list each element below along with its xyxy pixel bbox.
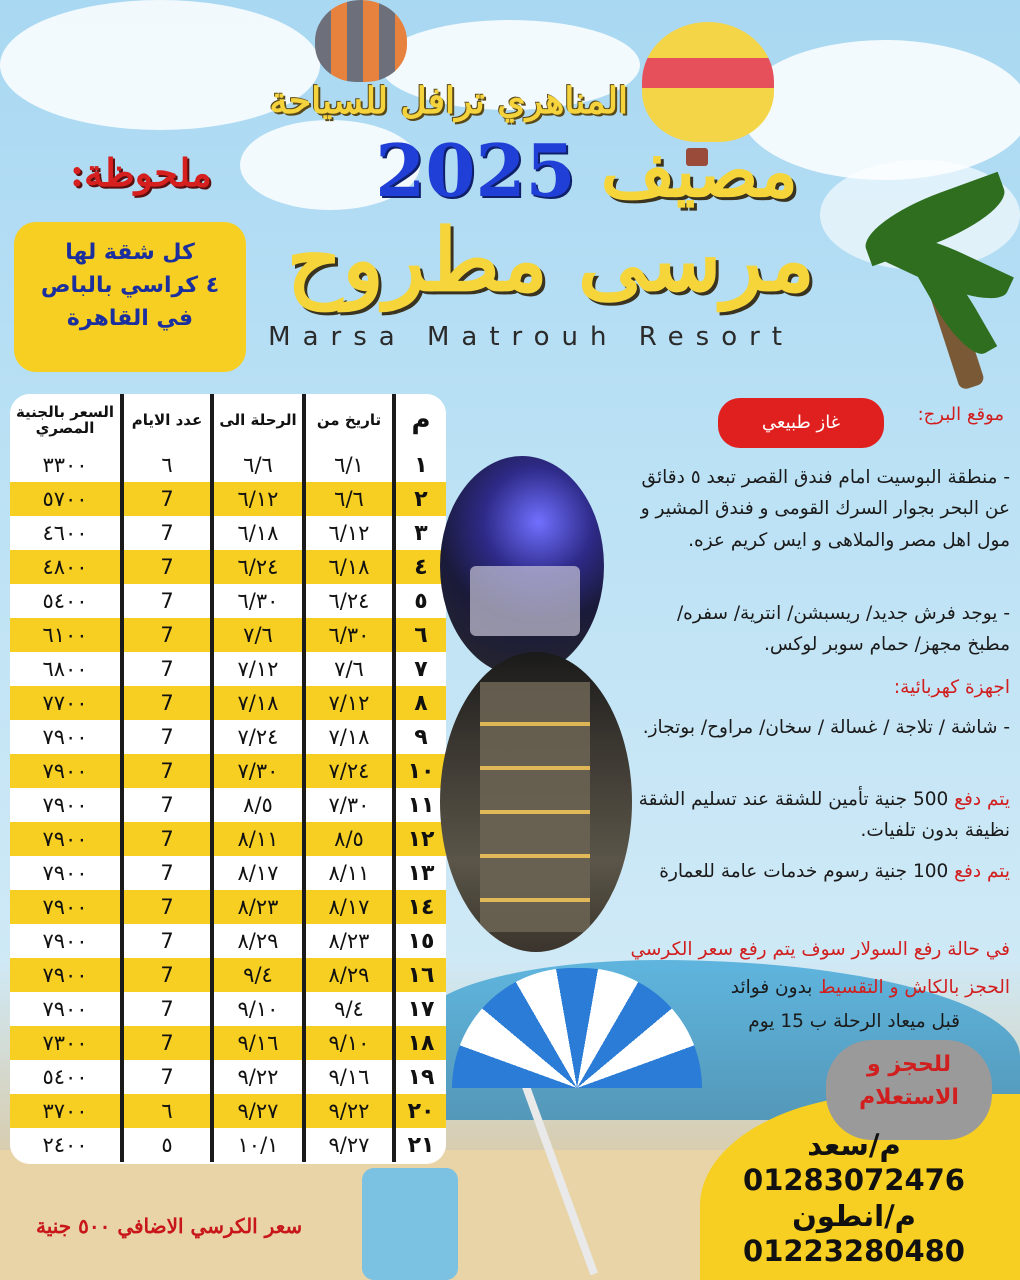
row-to: ٧/٣٠ bbox=[212, 754, 304, 788]
row-from: ٧/١٢ bbox=[304, 686, 394, 720]
row-from: ٨/١٧ bbox=[304, 890, 394, 924]
row-from: ٨/١١ bbox=[304, 856, 394, 890]
table-row bbox=[10, 448, 446, 482]
table-row bbox=[10, 1026, 446, 1060]
row-to: ١٠/١ bbox=[212, 1128, 304, 1162]
booking-red: الحجز بالكاش و التقسيط bbox=[818, 977, 1010, 998]
resort-subtitle: Marsa Matrouh Resort bbox=[268, 322, 794, 352]
row-price: ٥٤٠٠ bbox=[10, 1060, 122, 1094]
table-row bbox=[10, 516, 446, 550]
row-index: ٦ bbox=[394, 618, 446, 652]
title-word: مصيف bbox=[600, 128, 798, 213]
row-from: ٩/٢٢ bbox=[304, 1094, 394, 1128]
table-row bbox=[10, 652, 446, 686]
contact-info bbox=[724, 1128, 984, 1270]
deposit-red: يتم دفع bbox=[954, 789, 1010, 810]
row-price: ٥٤٠٠ bbox=[10, 584, 122, 618]
row-days: 7 bbox=[122, 856, 212, 890]
destination-title: مرسى مطروح bbox=[286, 210, 815, 311]
row-days: 7 bbox=[122, 788, 212, 822]
row-to: ٩/٢٢ bbox=[212, 1060, 304, 1094]
row-price: ٧٣٠٠ bbox=[10, 1026, 122, 1060]
row-index: ١ bbox=[394, 448, 446, 482]
row-price: ٤٨٠٠ bbox=[10, 550, 122, 584]
contact-name: م/سعد bbox=[807, 1128, 901, 1162]
row-from: ٧/١٨ bbox=[304, 720, 394, 754]
row-price: ٧٩٠٠ bbox=[10, 924, 122, 958]
page-title bbox=[375, 128, 798, 213]
table-row bbox=[10, 720, 446, 754]
table-row bbox=[10, 482, 446, 516]
hot-air-balloon-icon bbox=[315, 0, 407, 82]
row-days: 7 bbox=[122, 720, 212, 754]
table-row bbox=[10, 890, 446, 924]
table-row bbox=[10, 958, 446, 992]
header-from: تاريخ من bbox=[304, 394, 394, 448]
table-row bbox=[10, 686, 446, 720]
row-price: ٤٦٠٠ bbox=[10, 516, 122, 550]
table-row bbox=[10, 618, 446, 652]
row-price: ٦٨٠٠ bbox=[10, 652, 122, 686]
row-from: ٦/٦ bbox=[304, 482, 394, 516]
row-days: 7 bbox=[122, 550, 212, 584]
table-row bbox=[10, 550, 446, 584]
row-to: ٦/٣٠ bbox=[212, 584, 304, 618]
row-from: ٨/٢٣ bbox=[304, 924, 394, 958]
row-index: ٣ bbox=[394, 516, 446, 550]
row-days: 7 bbox=[122, 584, 212, 618]
row-index: ١٩ bbox=[394, 1060, 446, 1094]
row-to: ٦/٢٤ bbox=[212, 550, 304, 584]
table-row bbox=[10, 584, 446, 618]
row-price: ٧٩٠٠ bbox=[10, 992, 122, 1026]
row-index: ١٥ bbox=[394, 924, 446, 958]
row-index: ١٨ bbox=[394, 1026, 446, 1060]
row-from: ٦/١ bbox=[304, 448, 394, 482]
row-index: ٢٠ bbox=[394, 1094, 446, 1128]
row-index: ٨ bbox=[394, 686, 446, 720]
row-price: ٢٤٠٠ bbox=[10, 1128, 122, 1162]
header-index: م bbox=[394, 394, 446, 448]
deposit-text: 500 جنية تأمين للشقة عند تسليم الشقة نظيفة بدون تلفيات. bbox=[638, 789, 1010, 842]
gas-badge: غاز طبيعي bbox=[718, 398, 884, 448]
row-days: ٦ bbox=[122, 448, 212, 482]
row-from: ٧/٣٠ bbox=[304, 788, 394, 822]
table-row bbox=[10, 1060, 446, 1094]
row-to: ٧/٦ bbox=[212, 618, 304, 652]
row-from: ٦/١٨ bbox=[304, 550, 394, 584]
row-from: ٦/١٢ bbox=[304, 516, 394, 550]
trips-table bbox=[10, 394, 446, 1164]
appliances-text: - شاشة / تلاجة / غسالة / سخان/ مراوح/ بوتجاز. bbox=[642, 717, 1010, 738]
row-price: ٧٩٠٠ bbox=[10, 788, 122, 822]
row-from: ٨/٥ bbox=[304, 822, 394, 856]
row-index: ٢١ bbox=[394, 1128, 446, 1162]
contact-phone[interactable]: 01223280480 bbox=[743, 1234, 965, 1269]
row-index: ٥ bbox=[394, 584, 446, 618]
booking-deadline: قبل ميعاد الرحلة ب 15 يوم bbox=[748, 1011, 960, 1032]
row-price: ٥٧٠٠ bbox=[10, 482, 122, 516]
row-from: ٩/١٠ bbox=[304, 1026, 394, 1060]
table-row bbox=[10, 1094, 446, 1128]
row-index: ٢ bbox=[394, 482, 446, 516]
row-from: ٩/٢٧ bbox=[304, 1128, 394, 1162]
row-days: 7 bbox=[122, 1060, 212, 1094]
row-to: ٨/٢٣ bbox=[212, 890, 304, 924]
row-days: ٥ bbox=[122, 1128, 212, 1162]
note-box bbox=[14, 222, 246, 372]
row-days: 7 bbox=[122, 924, 212, 958]
beach-chair-icon bbox=[362, 1168, 458, 1280]
row-days: 7 bbox=[122, 686, 212, 720]
row-days: 7 bbox=[122, 822, 212, 856]
row-days: 7 bbox=[122, 618, 212, 652]
table-row bbox=[10, 992, 446, 1026]
row-from: ٩/٤ bbox=[304, 992, 394, 1026]
booking-text: بدون فوائد bbox=[730, 977, 813, 998]
row-price: ٧٩٠٠ bbox=[10, 822, 122, 856]
note-line: في القاهرة bbox=[66, 306, 194, 331]
apartment-interior-photo bbox=[440, 456, 604, 676]
row-index: ١١ bbox=[394, 788, 446, 822]
fee-text: 100 جنية رسوم خدمات عامة للعمارة bbox=[659, 861, 949, 882]
row-from: ٦/٢٤ bbox=[304, 584, 394, 618]
solar-note: في حالة رفع السولار سوف يتم رفع سعر الكرسي bbox=[630, 939, 1010, 960]
row-to: ٨/١٧ bbox=[212, 856, 304, 890]
hot-air-balloon-icon bbox=[642, 22, 774, 142]
row-days: 7 bbox=[122, 516, 212, 550]
row-days: ٦ bbox=[122, 1094, 212, 1128]
extra-seat-price: سعر الكرسي الاضافي ٥٠٠ جنية bbox=[36, 1214, 303, 1238]
row-to: ٩/٢٧ bbox=[212, 1094, 304, 1128]
booking-badge: للحجز و الاستعلام bbox=[826, 1040, 992, 1140]
row-index: ٧ bbox=[394, 652, 446, 686]
header-to: الرحلة الى bbox=[212, 394, 304, 448]
row-days: 7 bbox=[122, 754, 212, 788]
row-index: ١٣ bbox=[394, 856, 446, 890]
row-to: ٨/١١ bbox=[212, 822, 304, 856]
row-price: ٧٩٠٠ bbox=[10, 958, 122, 992]
row-price: ٧٩٠٠ bbox=[10, 720, 122, 754]
row-index: ١٧ bbox=[394, 992, 446, 1026]
row-price: ٧٧٠٠ bbox=[10, 686, 122, 720]
row-from: ٦/٣٠ bbox=[304, 618, 394, 652]
deposit-note bbox=[630, 784, 1010, 847]
fee-note bbox=[630, 856, 1010, 887]
row-days: 7 bbox=[122, 890, 212, 924]
fee-red: يتم دفع bbox=[954, 861, 1010, 882]
row-price: ٧٩٠٠ bbox=[10, 890, 122, 924]
note-line: ٤ كراسي بالباص bbox=[40, 273, 220, 298]
contact-phone[interactable]: 01283072476 bbox=[743, 1163, 965, 1198]
table-row bbox=[10, 788, 446, 822]
table-row bbox=[10, 822, 446, 856]
row-price: ٣٣٠٠ bbox=[10, 448, 122, 482]
row-price: ٧٩٠٠ bbox=[10, 754, 122, 788]
table-row bbox=[10, 754, 446, 788]
row-index: ١٠ bbox=[394, 754, 446, 788]
row-index: ١٢ bbox=[394, 822, 446, 856]
table-row bbox=[10, 1128, 446, 1162]
row-price: ٧٩٠٠ bbox=[10, 856, 122, 890]
row-to: ٩/١٠ bbox=[212, 992, 304, 1026]
row-days: 7 bbox=[122, 482, 212, 516]
row-days: 7 bbox=[122, 958, 212, 992]
furnishing-text: - يوجد فرش جديد/ ريسبشن/ انترية/ سفره/ مطبخ مجهز/ حمام سوبر لوكس. bbox=[676, 603, 1010, 656]
row-to: ٦/٦ bbox=[212, 448, 304, 482]
title-year: 2025 bbox=[375, 128, 576, 213]
row-to: ٧/١٢ bbox=[212, 652, 304, 686]
row-index: ١٤ bbox=[394, 890, 446, 924]
row-days: 7 bbox=[122, 1026, 212, 1060]
appliances-label: اجهزة كهربائية: bbox=[893, 677, 1010, 698]
row-to: ٩/١٦ bbox=[212, 1026, 304, 1060]
table-header-row bbox=[10, 394, 446, 448]
contact-name: م/انطون bbox=[792, 1198, 916, 1233]
location-label: موقع البرج: bbox=[917, 404, 1004, 425]
row-index: ١٦ bbox=[394, 958, 446, 992]
row-price: ٦١٠٠ bbox=[10, 618, 122, 652]
table-row bbox=[10, 924, 446, 958]
row-to: ٦/١٨ bbox=[212, 516, 304, 550]
row-to: ٦/١٢ bbox=[212, 482, 304, 516]
table-row bbox=[10, 856, 446, 890]
brand-name: المناهري ترافل للسياحة bbox=[269, 80, 628, 122]
row-from: ٨/٢٩ bbox=[304, 958, 394, 992]
row-price: ٣٧٠٠ bbox=[10, 1094, 122, 1128]
note-label: ملحوظة: bbox=[70, 150, 212, 195]
row-index: ٤ bbox=[394, 550, 446, 584]
row-to: ٩/٤ bbox=[212, 958, 304, 992]
row-index: ٩ bbox=[394, 720, 446, 754]
booking-note bbox=[630, 972, 1010, 1003]
row-to: ٨/٥ bbox=[212, 788, 304, 822]
row-days: 7 bbox=[122, 652, 212, 686]
row-from: ٩/١٦ bbox=[304, 1060, 394, 1094]
location-text: - منطقة البوسيت امام فندق القصر تبعد ٥ دقائق عن البحر بجوار السرك القومى و فندق المشير و مول اهل مصر والملاهى و ايس كريم عزه. bbox=[640, 467, 1010, 551]
row-to: ٧/٢٤ bbox=[212, 720, 304, 754]
row-from: ٧/٦ bbox=[304, 652, 394, 686]
header-days: عدد الايام bbox=[122, 394, 212, 448]
row-to: ٧/١٨ bbox=[212, 686, 304, 720]
row-days: 7 bbox=[122, 992, 212, 1026]
row-from: ٧/٢٤ bbox=[304, 754, 394, 788]
building-exterior-photo bbox=[440, 652, 632, 952]
note-line: كل شقة لها bbox=[65, 240, 195, 265]
row-to: ٨/٢٩ bbox=[212, 924, 304, 958]
header-price: السعر بالجنية المصري bbox=[15, 403, 115, 437]
